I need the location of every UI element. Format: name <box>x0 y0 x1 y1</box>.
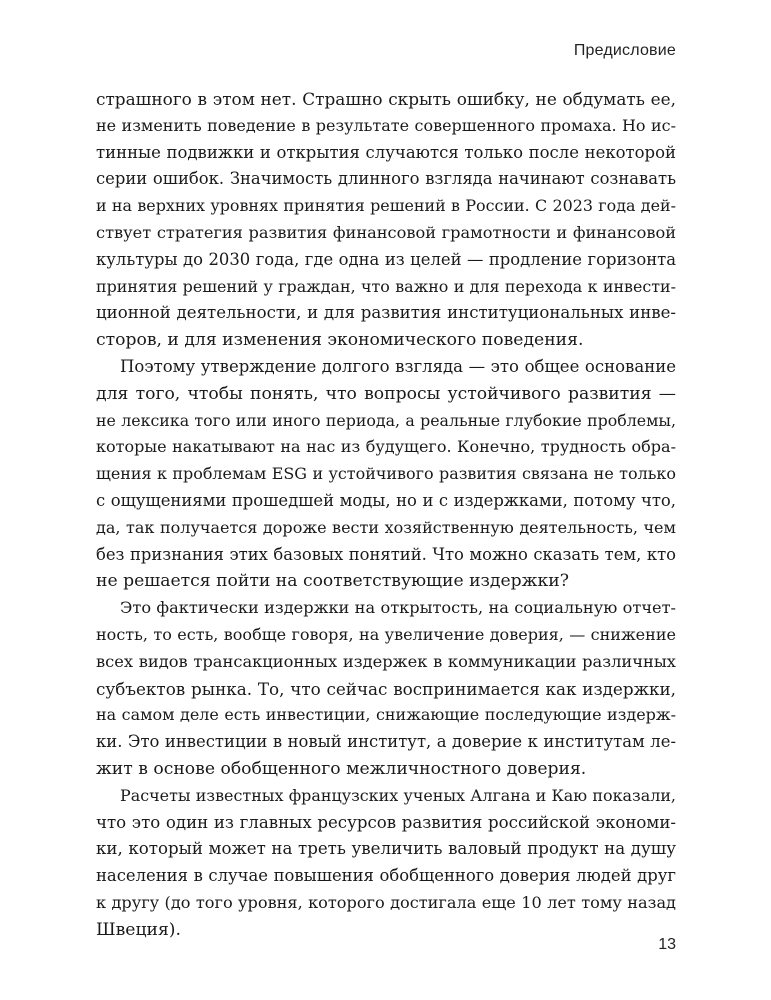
page-number: 13 <box>658 936 676 953</box>
text-line: ки, который может на треть увеличить валовый продукт на душу <box>96 839 676 859</box>
text-line: всех видов трансакционных издержек в коммуникации различных <box>96 651 676 671</box>
text-line: Швеция). <box>96 919 181 940</box>
text-line: тинные подвижки и открытия случаются только после некоторой <box>96 142 676 162</box>
text-line: да, так получается дороже вести хозяйственную деятельность, чем <box>96 517 676 537</box>
text-line: и на верхних уровнях принятия решений в России. С 2023 года дей- <box>96 196 676 216</box>
text-line: не лексика того или иного периода, а реальные глубокие проблемы, <box>96 410 676 430</box>
text-line: ность, то есть, вообще говоря, на увеличение доверия, — снижение <box>96 624 676 644</box>
text-line: ционной деятельности, и для развития институциональных инве- <box>96 303 676 323</box>
text-line: не решается пойти на соответствующие издержки? <box>96 571 569 592</box>
text-line: сторов, и для изменения экономического поведения. <box>96 330 584 351</box>
paragraph-2 <box>96 354 676 595</box>
text-line: не изменить поведение в результате совершенного промаха. Но ис- <box>96 115 676 135</box>
paragraph-1 <box>96 86 676 354</box>
text-line: Поэтому утверждение долгого взгляда — это общее основание <box>120 356 676 376</box>
running-header: Предисловие <box>573 42 676 59</box>
text-line: Расчеты известных французских ученых Алгана и Каю показали, <box>120 785 676 805</box>
text-line: Это фактически издержки на открытость, на социальную отчет- <box>120 598 676 618</box>
text-line: принятия решений у граждан, что важно и для перехода к инвести- <box>96 276 676 296</box>
text-line: с ощущениями прошедшей моды, но и с издержками, потому что, <box>96 490 676 510</box>
text-line: которые накатывают на нас из будущего. Конечно, трудность обра- <box>96 437 676 457</box>
text-line: что это один из главных ресурсов развития российской экономи- <box>96 812 676 832</box>
text-line: ки. Это инвестиции в новый институт, а доверие к институтам ле- <box>96 732 676 752</box>
text-line: к другу (до того уровня, которого достигала еще 10 лет тому назад <box>96 892 676 912</box>
paragraph-3 <box>96 595 676 783</box>
text-line: на самом деле есть инвестиции, снижающие последующие издерж- <box>96 705 676 725</box>
text-line: культуры до 2030 года, где одна из целей — продление горизонта <box>96 249 676 269</box>
paragraph-4 <box>96 783 676 944</box>
text-line: щения к проблемам ESG и устойчивого развития связана не только <box>96 464 676 484</box>
text-line: без признания этих базовых понятий. Что можно сказать тем, кто <box>96 544 676 564</box>
text-line: серии ошибок. Значимость длинного взгляда начинают сознавать <box>96 169 676 189</box>
text-line: страшного в этом нет. Страшно скрыть ошибку, не обдумать ее, <box>96 89 676 109</box>
text-line: населения в случае повышения обобщенного доверия людей друг <box>96 866 676 886</box>
text-line: для того, чтобы понять, что вопросы устойчивого развития — <box>96 383 676 404</box>
text-line: субъектов рынка. То, что сейчас воспринимается как издержки, <box>96 678 676 699</box>
text-line: жит в основе обобщенного межличностного доверия. <box>96 758 587 779</box>
body-text <box>96 86 676 944</box>
text-line: ствует стратегия развития финансовой грамотности и финансовой <box>96 222 676 242</box>
